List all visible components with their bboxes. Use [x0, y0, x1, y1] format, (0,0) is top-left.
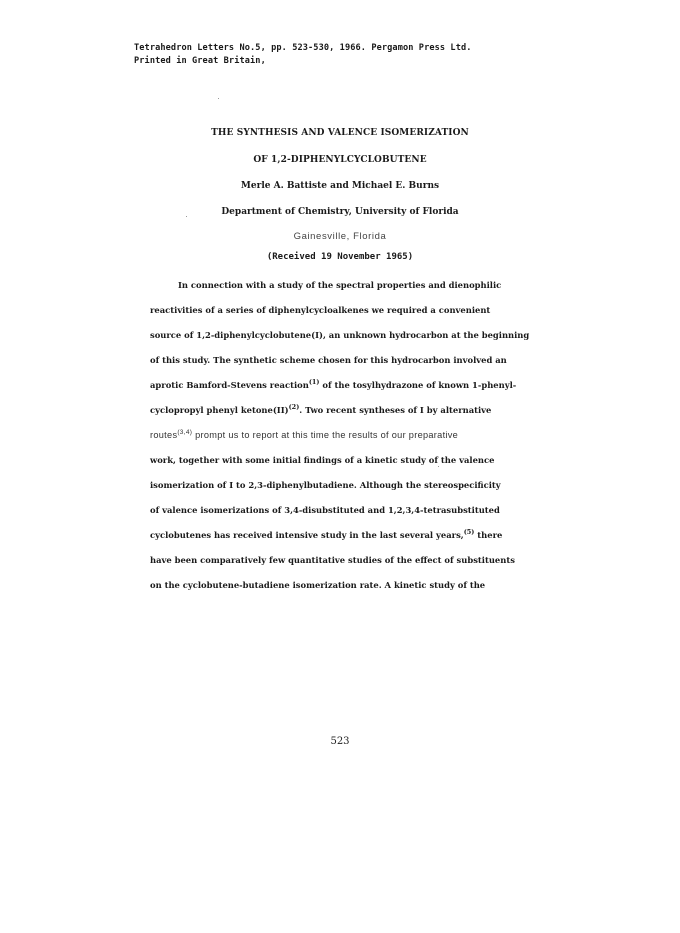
printed-in-line: Printed in Great Britain,: [134, 56, 266, 66]
body-line-7: [150, 430, 458, 440]
scan-speck: [438, 466, 439, 467]
body-line-10: of valence isomerizations of 3,4-disubstituted and 1,2,3,4-tetrasubstituted: [150, 505, 500, 515]
title-line-1: THE SYNTHESIS AND VALENCE ISOMERIZATION: [211, 128, 469, 138]
citation-ref-1: (1): [308, 378, 320, 386]
body-line-7-a: routes: [150, 430, 178, 440]
citation-line: Tetrahedron Letters No.5, pp. 523-530, 1966. Pergamon Press Ltd.: [134, 43, 472, 53]
body-line-1: In connection with a study of the spectral properties and dienophilic: [178, 280, 502, 290]
body-line-5-b: of the tosylhydrazone of known 1-phenyl-: [319, 380, 517, 390]
scan-speck: [186, 216, 187, 217]
citation-ref-2: (2): [288, 403, 300, 411]
body-line-13: on the cyclobutene-butadiene isomerization rate. A kinetic study of the: [150, 580, 486, 590]
body-line-6-b: . Two recent syntheses of I by alternative: [299, 405, 492, 415]
authors: Merle A. Battiste and Michael E. Burns: [240, 181, 440, 191]
body-line-12: have been comparatively few quantitative studies of the effect of substituents: [150, 555, 515, 565]
title-line-2: OF 1,2-DIPHENYLCYCLOBUTENE: [253, 155, 427, 165]
journal-header: [134, 42, 472, 68]
body-line-11-a: cyclobutenes has received intensive study in the last several years,: [150, 530, 464, 540]
location: Gainesville, Florida: [293, 231, 387, 242]
body-line-11-b: there: [474, 530, 503, 540]
body-line-8: work, together with some initial findings of a kinetic study of the valence: [150, 455, 495, 465]
body-line-4: of this study. The synthetic scheme chosen for this hydrocarbon involved an: [150, 355, 507, 365]
body-line-5: [150, 380, 516, 390]
citation-ref-5: (5): [463, 528, 475, 536]
page-number: 523: [330, 736, 350, 747]
citation-ref-3-4: (3,4): [177, 429, 193, 436]
body-line-3: source of 1,2-diphenylcyclobutene(I), an unknown hydrocarbon at the beginning: [150, 330, 530, 340]
body-line-9: isomerization of I to 2,3-diphenylbutadiene. Although the stereospecificity: [150, 480, 501, 490]
received-date: (Received 19 November 1965): [266, 252, 414, 262]
body-line-6-a: cyclopropyl phenyl ketone(II): [150, 405, 289, 415]
scan-speck: [218, 98, 219, 99]
body-line-7-b: prompt us to report at this time the results of our preparative: [192, 430, 459, 440]
body-line-11: [150, 530, 502, 540]
affiliation: Department of Chemistry, University of Florida: [221, 207, 459, 217]
body-line-2: reactivities of a series of diphenylcycloalkenes we required a convenient: [150, 305, 491, 315]
body-line-5-a: aprotic Bamford-Stevens reaction: [150, 380, 309, 390]
body-line-6: [150, 405, 491, 415]
